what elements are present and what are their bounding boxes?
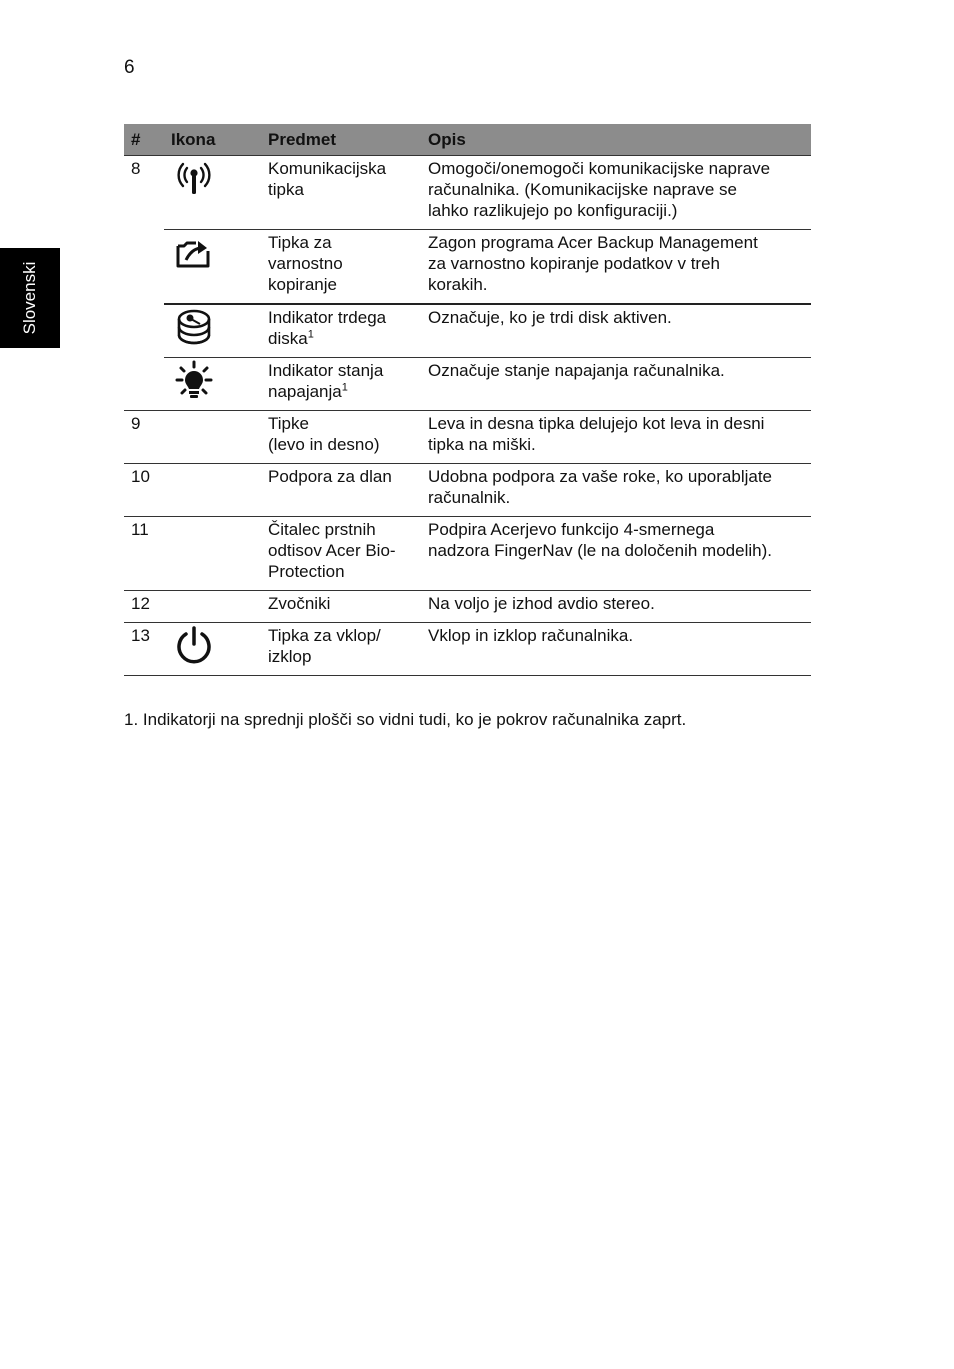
footnote-marker: 1 <box>341 381 348 394</box>
item-line: Protection <box>268 562 345 581</box>
item-line: odtisov Acer Bio- <box>268 541 396 560</box>
description-line: korakih. <box>428 275 488 294</box>
language-side-tab <box>0 248 60 348</box>
row-item <box>261 517 421 591</box>
row-item <box>261 230 421 305</box>
row-number <box>124 358 164 411</box>
item-line: kopiranje <box>268 275 337 294</box>
item-line: Tipka za <box>268 233 332 252</box>
table-row <box>124 230 811 305</box>
row-description <box>421 464 811 517</box>
item-line: tipka <box>268 180 304 199</box>
row-icon-cell <box>164 156 261 230</box>
page-number: 6 <box>124 57 135 78</box>
header-description: Opis <box>421 124 811 156</box>
row-item <box>261 591 421 623</box>
item-line: varnostno <box>268 254 343 273</box>
row-description <box>421 623 811 676</box>
row-icon-cell <box>164 230 261 305</box>
description-line: Podpira Acerjevo funkcijo 4-smernega <box>428 520 715 539</box>
description-line: Udobna podpora za vaše roke, ko uporabljate <box>428 467 773 486</box>
table-row <box>124 623 811 676</box>
table-row <box>124 591 811 623</box>
component-table <box>124 124 811 676</box>
table-header-row <box>124 124 811 156</box>
description-line: lahko razlikujejo po konfiguraciji.) <box>428 201 678 220</box>
row-description <box>421 411 811 464</box>
row-number <box>124 230 164 305</box>
row-item <box>261 464 421 517</box>
row-description <box>421 304 811 358</box>
row-icon-cell <box>164 304 261 358</box>
item-line: Tipke <box>268 414 309 433</box>
header-item: Predmet <box>261 124 421 156</box>
item-line: Čitalec prstnih <box>268 520 376 539</box>
table-row <box>124 411 811 464</box>
row-number: 8 <box>124 156 164 230</box>
row-number: 11 <box>124 517 164 591</box>
item-line: Podpora za dlan <box>268 467 392 486</box>
description-line: Zagon programa Acer Backup Management <box>428 233 758 252</box>
description-line: nadzora FingerNav (le na določenih modelih). <box>428 541 772 560</box>
row-description <box>421 358 811 411</box>
row-item <box>261 358 421 411</box>
row-number: 13 <box>124 623 164 676</box>
row-description <box>421 517 811 591</box>
side-tab-label: Slovenski <box>20 261 39 335</box>
row-number: 12 <box>124 591 164 623</box>
table-row <box>124 464 811 517</box>
row-item <box>261 156 421 230</box>
power-button-icon <box>174 625 254 667</box>
table-row <box>124 304 811 358</box>
power-light-icon <box>174 360 254 402</box>
description-line: Na voljo je izhod avdio stereo. <box>428 594 655 613</box>
row-description <box>421 230 811 305</box>
item-line: Komunikacijska <box>268 159 387 178</box>
row-icon-cell <box>164 623 261 676</box>
item-line: Zvočniki <box>268 594 331 613</box>
row-description <box>421 591 811 623</box>
row-icon-cell <box>164 358 261 411</box>
wireless-antenna-icon <box>174 158 254 198</box>
description-line: Označuje stanje napajanja računalnika. <box>428 361 725 380</box>
row-description <box>421 156 811 230</box>
item-line: izklop <box>268 647 312 666</box>
footnote: 1. Indikatorji na sprednji plošči so vidni tudi, ko je pokrov računalnika zaprt. <box>124 710 687 729</box>
description-line: računalnik. <box>428 488 511 507</box>
row-item <box>261 623 421 676</box>
row-number: 10 <box>124 464 164 517</box>
item-line: Indikator trdega <box>268 308 387 327</box>
row-icon-cell <box>164 591 261 623</box>
row-icon-cell <box>164 464 261 517</box>
table-row <box>124 517 811 591</box>
description-line: Omogoči/onemogoči komunikacijske naprave <box>428 159 771 178</box>
row-icon-cell <box>164 411 261 464</box>
table-row <box>124 156 811 230</box>
header-number: # <box>124 124 164 156</box>
description-line: za varnostno kopiranje podatkov v treh <box>428 254 721 273</box>
backup-icon <box>174 232 254 272</box>
hard-disk-icon <box>174 307 254 349</box>
item-line: napajanja <box>268 382 342 401</box>
row-item <box>261 411 421 464</box>
footnote-marker: 1 <box>307 328 314 341</box>
description-line: tipka na miški. <box>428 435 536 454</box>
description-line: Označuje, ko je trdi disk aktiven. <box>428 308 672 327</box>
item-line: Indikator stanja <box>268 361 384 380</box>
table-row <box>124 358 811 411</box>
header-icon: Ikona <box>164 124 261 156</box>
item-line: Tipka za vklop/ <box>268 626 381 645</box>
row-number: 9 <box>124 411 164 464</box>
item-line: diska <box>268 329 308 348</box>
row-icon-cell <box>164 517 261 591</box>
row-number <box>124 304 164 358</box>
description-line: računalnika. (Komunikacijske naprave se <box>428 180 737 199</box>
description-line: Vklop in izklop računalnika. <box>428 626 634 645</box>
item-line: (levo in desno) <box>268 435 380 454</box>
row-item <box>261 304 421 358</box>
description-line: Leva in desna tipka delujejo kot leva in desni <box>428 414 765 433</box>
